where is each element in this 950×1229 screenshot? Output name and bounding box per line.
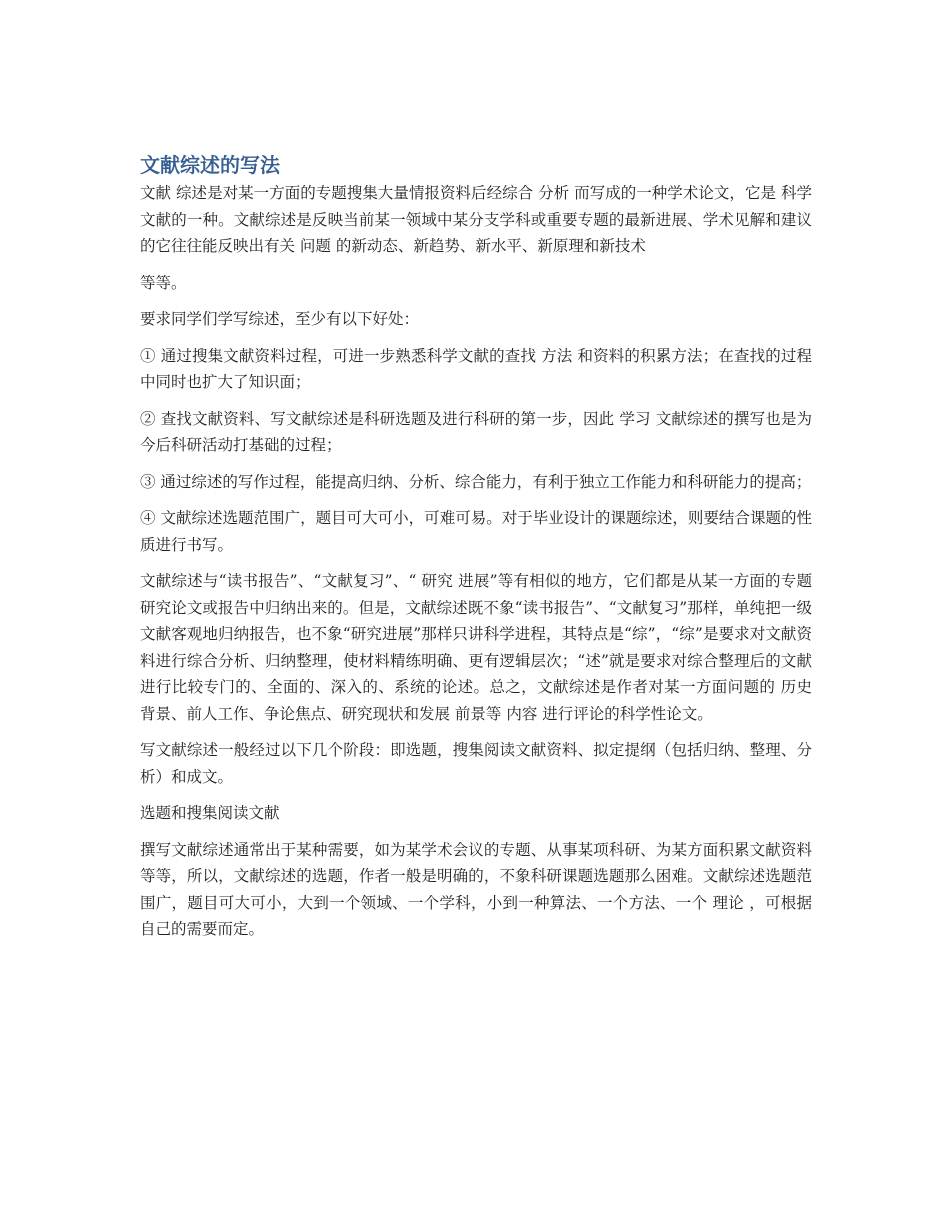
paragraph-intro: 文献 综述是对某一方面的专题搜集大量情报资料后经综合 分析 而写成的一种学术论文，它是 科学 文献的一种。文献综述是反映当前某一领域中某分支学科或重要专题的最新进展、学术见解和建议的它往往能反映出有关 问题 的新动态、新趋势、新水平、新原理和新技术: [140, 184, 812, 255]
paragraph-benefit-2: ② 查找文献资料、写文献综述是科研选题及进行科研的第一步，因此 学习 文献综述的撰写也是为今后科研活动打基础的过程；: [140, 409, 812, 454]
paragraph-benefits-lead: 要求同学们学写综述，至少有以下好处：: [140, 310, 420, 328]
paragraph-etc: 等等。: [140, 273, 187, 292]
section-heading-topic-selection: 选题和搜集阅读文献: [140, 804, 280, 822]
paragraph-stages: 写文献综述一般经过以下几个阶段：即选题，搜集阅读文献资料、拟定提纲（包括归纳、整理、分析）和成文。: [140, 741, 812, 786]
paragraph-benefit-1: ① 通过搜集文献资料过程，可进一步熟悉科学文献的查找 方法 和资料的积累方法；在查找的过程中同时也扩大了知识面；: [140, 346, 812, 391]
paragraph-benefit-4: ④ 文献综述选题范围广，题目可大可小，可难可易。对于毕业设计的课题综述，则要结合课题的性质进行书写。: [140, 509, 812, 554]
paragraph-topic-selection: 撰写文献综述通常出于某种需要，如为某学术会议的专题、从事某项科研、为某方面积累文献资料等等，所以，文献综述的选题，作者一般是明确的，不象科研课题选题那么困难。文献综述选题范围广，题目可大可小，大到一个领域、一个学科，小到一种算法、一个方法、一个 理论 ，可根据自己的需要而定。: [140, 840, 812, 938]
document-page: [140, 150, 812, 953]
paragraph-benefit-3: ③ 通过综述的写作过程，能提高归纳、分析、综合能力，有利于独立工作能力和科研能力的提高；: [140, 472, 812, 491]
paragraph-comparison: 文献综述与“读书报告”、“文献复习”、“ 研究 进展”等有相似的地方，它们都是从某一方面的专题研究论文或报告中归纳出来的。但是，文献综述既不象“读书报告”、“文献复习”那样，单纯把一级文献客观地归纳报告，也不象“研究进展”那样只讲科学进程，其特点是“综”，“综”是要求对文献资料进行综合分析、归纳整理，使材料精练明确、更有逻辑层次；“述”就是要求对综合整理后的文献进行比较专门的、全面的、深入的、系统的论述。总之，文献综述是作者对某一方面问题的 历史 背景、前人工作、争论焦点、研究现状和发展 前景等 内容 进行评论的科学性论文。: [140, 572, 812, 723]
document-title: 文献综述的写法: [140, 153, 280, 177]
